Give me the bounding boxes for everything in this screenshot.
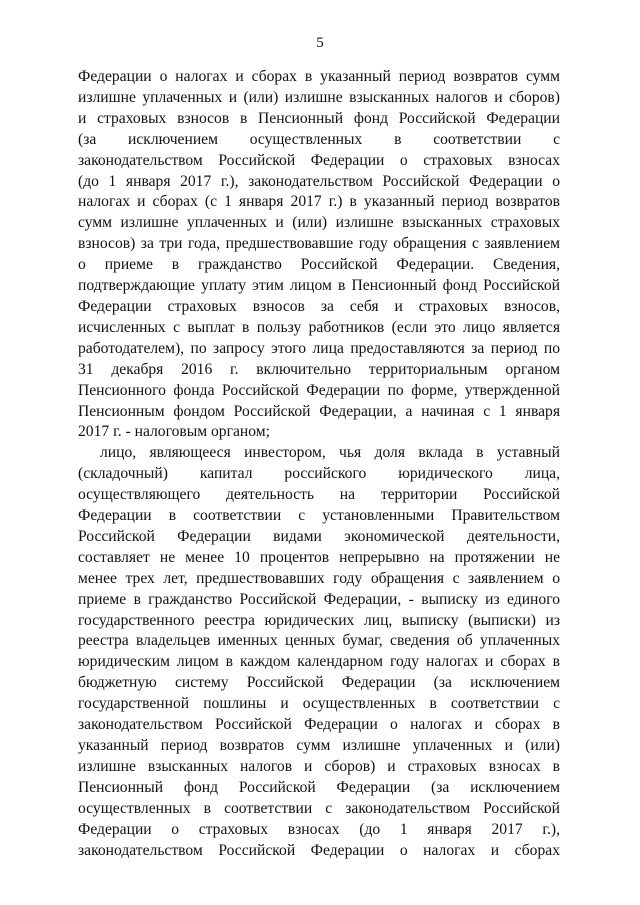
text-line: законодательством Российской Федерации о страховых взносах: [78, 151, 560, 169]
text-line: Федерации страховых взносов за себя и страховых взносов,: [78, 297, 560, 315]
text-line: работодателем), по запросу этого лица предоставляются за период по: [78, 339, 560, 357]
text-line: 31 декабря 2016 г. включительно территориальным органом: [78, 360, 560, 378]
text-line: государственного реестра юридических лиц, выписку (выписки) из: [78, 611, 560, 629]
text-line: взносов) за три года, предшествовавшие году обращения с заявлением: [78, 235, 560, 253]
text-line: излишне взысканных налогов и сборов) и страховых взносах в: [78, 757, 560, 775]
text-line: бюджетную систему Российской Федерации (за исключением: [78, 674, 560, 692]
text-line: Пенсионный фонд Российской Федерации (за исключением: [78, 778, 560, 796]
text-line: Федерации о налогах и сборах в указанный период возвратов сумм: [78, 68, 560, 85]
text-line: излишне уплаченных и (или) излишне взысканных налогов и сборов): [78, 88, 560, 106]
text-line: приеме в гражданство Российской Федерации, - выписку из единого: [78, 590, 560, 608]
text-line: юридическим лицом в каждом календарном году налогах и сборах в: [78, 653, 560, 671]
text-line: Пенсионным фондом Российской Федерации, а начиная с 1 января: [78, 402, 560, 420]
text-line: реестра владельцев именных ценных бумаг, сведения об уплаченных: [78, 632, 560, 650]
text-line: осуществляющего деятельность на территории Российской: [78, 486, 560, 504]
text-line: Пенсионного фонда Российской Федерации по форме, утвержденной: [78, 381, 560, 399]
document-body: [78, 67, 560, 861]
text-line: 2017 г. - налоговым органом;: [78, 423, 270, 441]
text-line: менее трех лет, предшествовавших году обращения с заявлением о: [78, 569, 560, 587]
text-line: государственной пошлины и осуществленных в соответствии с: [78, 695, 560, 713]
text-line: Федерации о страховых взносах (до 1 января 2017 г.),: [78, 820, 560, 838]
text-line: Российской Федерации видами экономической деятельности,: [78, 527, 560, 545]
text-line: (до 1 января 2017 г.), законодательством Российской Федерации о: [78, 172, 560, 190]
text-line: (складочный) капитал российского юридического лица,: [78, 465, 560, 483]
text-line: законодательством Российской Федерации о налогах и сборах в: [78, 716, 560, 734]
paragraph: [78, 443, 560, 861]
text-line: сумм излишне уплаченных и (или) излишне взысканных страховых: [78, 214, 560, 232]
page-number: 5: [316, 35, 324, 51]
text-line: и страховых взносов в Пенсионный фонд Российской Федерации: [78, 109, 560, 127]
text-line: лицо, являющееся инвестором, чья доля вклада в уставный: [100, 444, 560, 462]
text-line: подтверждающие уплату этим лицом в Пенсионный фонд Российской: [78, 277, 560, 295]
text-line: Федерации в соответствии с установленными Правительством: [78, 507, 560, 525]
text-line: (за исключением осуществленных в соответствии с: [78, 130, 560, 148]
paragraph: [78, 67, 560, 443]
text-line: указанный период возвратов сумм излишне уплаченных и (или): [78, 737, 560, 754]
text-line: исчисленных с выплат в пользу работников (если это лицо является: [78, 318, 560, 336]
text-line: налогах и сборах (с 1 января 2017 г.) в указанный период возвратов: [78, 193, 560, 211]
text-line: законодательством Российской Федерации о налогах и сборах: [78, 841, 560, 859]
text-line: составляет не менее 10 процентов непрерывно на протяжении не: [78, 548, 560, 566]
text-line: о приеме в гражданство Российской Федерации. Сведения,: [78, 256, 560, 274]
text-line: осуществленных в соответствии с законодательством Российской: [78, 799, 560, 817]
